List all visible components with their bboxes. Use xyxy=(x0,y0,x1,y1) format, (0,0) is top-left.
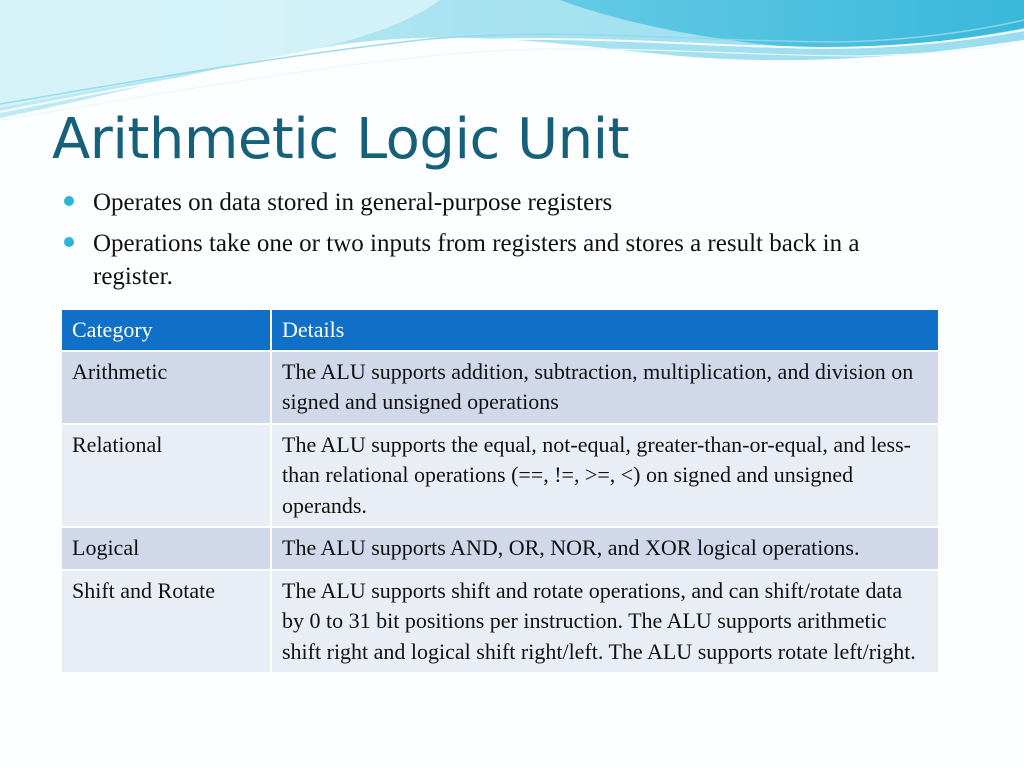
bullet-dot-icon xyxy=(64,196,74,206)
bullet-list xyxy=(62,186,942,301)
details-cell: The ALU supports the equal, not-equal, greater-than-or-equal, and less-than relational operations (==, !=, >=, <) on signed and unsigned operands. xyxy=(271,424,939,528)
bullet-text: Operates on data stored in general-purpose registers xyxy=(93,189,613,216)
column-header-category: Category xyxy=(61,309,271,351)
details-cell: The ALU supports AND, OR, NOR, and XOR logical operations. xyxy=(271,527,939,570)
table-row xyxy=(61,527,939,570)
details-cell: The ALU supports addition, subtraction, multiplication, and division on signed and unsigned operations xyxy=(271,351,939,424)
table-row xyxy=(61,570,939,674)
slide-title: Arithmetic Logic Unit xyxy=(52,107,630,172)
table-header-row xyxy=(61,309,939,351)
table-row xyxy=(61,351,939,424)
table-row xyxy=(61,424,939,528)
category-cell: Logical xyxy=(61,527,271,570)
bullet-item xyxy=(62,186,942,219)
bullet-item xyxy=(62,227,942,293)
column-header-details: Details xyxy=(271,309,939,351)
category-cell: Shift and Rotate xyxy=(61,570,271,674)
bullet-text: Operations take one or two inputs from registers and stores a result back in a register. xyxy=(93,230,860,290)
category-cell: Arithmetic xyxy=(61,351,271,424)
details-cell: The ALU supports shift and rotate operations, and can shift/rotate data by 0 to 31 bit positions per instruction. The ALU supports arithmetic shift right and logical shift right/left. The ALU supports rotate left/right. xyxy=(271,570,939,674)
bullet-dot-icon xyxy=(64,237,74,247)
alu-category-table xyxy=(60,308,940,674)
category-cell: Relational xyxy=(61,424,271,528)
